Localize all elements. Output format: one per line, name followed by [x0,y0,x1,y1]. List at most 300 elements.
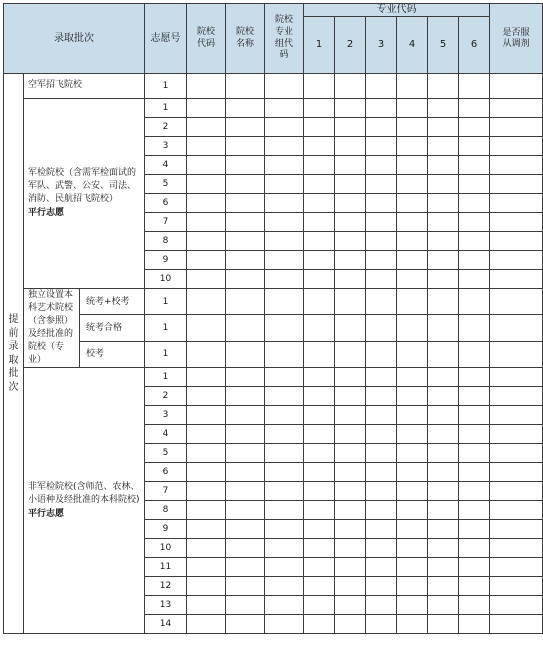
non-military-6-cell-9[interactable] [459,463,490,482]
non-military-13-cell-9[interactable] [459,596,490,615]
non-military-7-cell-8[interactable] [428,482,459,501]
military-8-cell-7[interactable] [397,232,428,251]
non-military-2-cell-4[interactable] [304,387,335,406]
military-5-cell-7[interactable] [397,175,428,194]
military-8-cell-3[interactable] [265,232,304,251]
art-1-cell-6[interactable] [366,289,397,315]
military-10-cell-4[interactable] [304,270,335,289]
military-1-cell-10[interactable] [490,99,543,118]
military-3-cell-9[interactable] [459,137,490,156]
non-military-6-cell-7[interactable] [397,463,428,482]
non-military-14-cell-5[interactable] [335,615,366,634]
air-force-cell-5[interactable] [335,74,366,99]
wish-number: 10 [145,539,187,558]
military-5-cell-5[interactable] [335,175,366,194]
non-military-8-cell-6[interactable] [366,501,397,520]
military-3-cell-10[interactable] [490,137,543,156]
non-military-6-cell-5[interactable] [335,463,366,482]
military-6-cell-1[interactable] [187,194,226,213]
art-group: 独立设置本科艺术院校（含参照）及经批准的院校（专业） [24,289,80,368]
non-military-1-cell-6[interactable] [366,368,397,387]
non-military-2-cell-1[interactable] [187,387,226,406]
art-3-cell-8[interactable] [428,341,459,367]
military-10-cell-9[interactable] [459,270,490,289]
military-7-cell-4[interactable] [304,213,335,232]
military-9-cell-2[interactable] [226,251,265,270]
military-3-cell-4[interactable] [304,137,335,156]
military-4-cell-5[interactable] [335,156,366,175]
wish-number: 4 [145,156,187,175]
military-6-cell-10[interactable] [490,194,543,213]
non-military-11-cell-7[interactable] [397,558,428,577]
military-9-cell-7[interactable] [397,251,428,270]
non-military-7-cell-4[interactable] [304,482,335,501]
art-3-cell-1[interactable] [187,341,226,367]
non-military-7-cell-5[interactable] [335,482,366,501]
military-8-cell-2[interactable] [226,232,265,251]
non-military-10-cell-2[interactable] [226,539,265,558]
military-5-cell-4[interactable] [304,175,335,194]
military-7-cell-6[interactable] [366,213,397,232]
military-1-cell-2[interactable] [226,99,265,118]
non-military-3-cell-5[interactable] [335,406,366,425]
non-military-3-cell-7[interactable] [397,406,428,425]
military-10-cell-8[interactable] [428,270,459,289]
non-military-2-cell-8[interactable] [428,387,459,406]
air-force-cell-7[interactable] [397,74,428,99]
military-7-cell-3[interactable] [265,213,304,232]
non-military-13-cell-2[interactable] [226,596,265,615]
non-military-14-cell-8[interactable] [428,615,459,634]
non-military-11-cell-4[interactable] [304,558,335,577]
header-batch: 录取批次 [4,4,145,74]
non-military-12-cell-7[interactable] [397,577,428,596]
military-2-cell-10[interactable] [490,118,543,137]
non-military-4-cell-6[interactable] [366,425,397,444]
military-2-cell-6[interactable] [366,118,397,137]
art-1-cell-5[interactable] [335,289,366,315]
military-5-cell-2[interactable] [226,175,265,194]
military-4-cell-2[interactable] [226,156,265,175]
military-2-cell-8[interactable] [428,118,459,137]
non-military-5-cell-5[interactable] [335,444,366,463]
military-3-cell-2[interactable] [226,137,265,156]
non-military-9-cell-10[interactable] [490,520,543,539]
non-military-1-cell-10[interactable] [490,368,543,387]
non-military-14-cell-1[interactable] [187,615,226,634]
major-col-5: 5 [428,17,459,74]
military-10-cell-1[interactable] [187,270,226,289]
non-military-12-cell-2[interactable] [226,577,265,596]
art-2-cell-6[interactable] [366,315,397,341]
non-military-5-cell-3[interactable] [265,444,304,463]
art-1-cell-1[interactable] [187,289,226,315]
non-military-10-cell-4[interactable] [304,539,335,558]
military-5-cell-1[interactable] [187,175,226,194]
non-military-2-cell-3[interactable] [265,387,304,406]
military-10-cell-2[interactable] [226,270,265,289]
non-military-11-cell-1[interactable] [187,558,226,577]
military-6-cell-5[interactable] [335,194,366,213]
non-military-10-cell-10[interactable] [490,539,543,558]
military-6-cell-3[interactable] [265,194,304,213]
military-2-cell-1[interactable] [187,118,226,137]
non-military-8-cell-10[interactable] [490,501,543,520]
military-9-cell-4[interactable] [304,251,335,270]
military-8-cell-1[interactable] [187,232,226,251]
non-military-3-cell-10[interactable] [490,406,543,425]
non-military-14-cell-6[interactable] [366,615,397,634]
non-military-7-cell-10[interactable] [490,482,543,501]
non-military-8-cell-4[interactable] [304,501,335,520]
non-military-5-cell-4[interactable] [304,444,335,463]
military-10-cell-10[interactable] [490,270,543,289]
non-military-sub: 平行志愿 [28,508,65,519]
non-military-12-cell-3[interactable] [265,577,304,596]
non-military-12-cell-1[interactable] [187,577,226,596]
non-military-3-cell-6[interactable] [366,406,397,425]
art-3-cell-5[interactable] [335,341,366,367]
art-3-cell-10[interactable] [490,341,543,367]
military-7-cell-10[interactable] [490,213,543,232]
military-6-cell-4[interactable] [304,194,335,213]
air-force-cell-2[interactable] [226,74,265,99]
military-6-cell-7[interactable] [397,194,428,213]
non-military-4-cell-2[interactable] [226,425,265,444]
military-1-cell-4[interactable] [304,99,335,118]
non-military-9-cell-8[interactable] [428,520,459,539]
art-1-cell-3[interactable] [265,289,304,315]
non-military-4-cell-7[interactable] [397,425,428,444]
non-military-5-cell-6[interactable] [366,444,397,463]
wish-number: 9 [145,251,187,270]
art-1-cell-7[interactable] [397,289,428,315]
military-10-cell-5[interactable] [335,270,366,289]
art-3-cell-7[interactable] [397,341,428,367]
non-military-7-cell-2[interactable] [226,482,265,501]
military-8-cell-6[interactable] [366,232,397,251]
batch-label [4,74,24,634]
military-1-cell-3[interactable] [265,99,304,118]
non-military-4-cell-1[interactable] [187,425,226,444]
military-6-cell-2[interactable] [226,194,265,213]
military-7-cell-2[interactable] [226,213,265,232]
non-military-4-cell-10[interactable] [490,425,543,444]
non-military-11-cell-3[interactable] [265,558,304,577]
art-1-cell-9[interactable] [459,289,490,315]
art-3-cell-3[interactable] [265,341,304,367]
military-7-cell-7[interactable] [397,213,428,232]
military-9-cell-8[interactable] [428,251,459,270]
military-3-cell-3[interactable] [265,137,304,156]
non-military-3-cell-8[interactable] [428,406,459,425]
non-military-6-cell-1[interactable] [187,463,226,482]
non-military-11-cell-2[interactable] [226,558,265,577]
military-1-cell-6[interactable] [366,99,397,118]
non-military-9-cell-4[interactable] [304,520,335,539]
non-military-5-cell-1[interactable] [187,444,226,463]
non-military-3-cell-9[interactable] [459,406,490,425]
art-2-cell-7[interactable] [397,315,428,341]
military-6-cell-6[interactable] [366,194,397,213]
non-military-13-cell-3[interactable] [265,596,304,615]
military-9-cell-6[interactable] [366,251,397,270]
wish-number: 3 [145,406,187,425]
non-military-label: 非军检院校(含师范、农林、小语种及经批准的本科院校) [28,481,140,505]
non-military-4-cell-9[interactable] [459,425,490,444]
art-3-cell-4[interactable] [304,341,335,367]
non-military-4-cell-3[interactable] [265,425,304,444]
non-military-8-cell-3[interactable] [265,501,304,520]
non-military-7-cell-7[interactable] [397,482,428,501]
art-2-cell-4[interactable] [304,315,335,341]
non-military-7-cell-3[interactable] [265,482,304,501]
military-4-cell-9[interactable] [459,156,490,175]
air-force-cell-3[interactable] [265,74,304,99]
wish-number: 1 [145,368,187,387]
non-military-10-cell-3[interactable] [265,539,304,558]
military-7-cell-5[interactable] [335,213,366,232]
non-military-9-cell-1[interactable] [187,520,226,539]
military-2-cell-9[interactable] [459,118,490,137]
military-5-cell-10[interactable] [490,175,543,194]
military-9-cell-10[interactable] [490,251,543,270]
military-4-cell-10[interactable] [490,156,543,175]
art-3-cell-9[interactable] [459,341,490,367]
military-9-cell-3[interactable] [265,251,304,270]
air-force-cell-10[interactable] [490,74,543,99]
art-2-cell-9[interactable] [459,315,490,341]
non-military-8-cell-5[interactable] [335,501,366,520]
non-military-3-cell-2[interactable] [226,406,265,425]
military-6-cell-8[interactable] [428,194,459,213]
non-military-1-cell-9[interactable] [459,368,490,387]
non-military-4-cell-5[interactable] [335,425,366,444]
non-military-12-cell-5[interactable] [335,577,366,596]
non-military-6-cell-8[interactable] [428,463,459,482]
art-1-cell-2[interactable] [226,289,265,315]
air-force-cell-6[interactable] [366,74,397,99]
non-military-9-cell-5[interactable] [335,520,366,539]
non-military-5-cell-2[interactable] [226,444,265,463]
military-1-cell-1[interactable] [187,99,226,118]
non-military-3-cell-1[interactable] [187,406,226,425]
non-military-9-cell-9[interactable] [459,520,490,539]
art-2-cell-3[interactable] [265,315,304,341]
non-military-12-cell-8[interactable] [428,577,459,596]
military-8-cell-4[interactable] [304,232,335,251]
non-military-5-cell-8[interactable] [428,444,459,463]
non-military-7-cell-9[interactable] [459,482,490,501]
military-4-cell-8[interactable] [428,156,459,175]
non-military-14-cell-10[interactable] [490,615,543,634]
non-military-13-cell-5[interactable] [335,596,366,615]
military-1-cell-5[interactable] [335,99,366,118]
military-10-cell-3[interactable] [265,270,304,289]
non-military-11-cell-6[interactable] [366,558,397,577]
military-4-cell-6[interactable] [366,156,397,175]
non-military-7-cell-6[interactable] [366,482,397,501]
non-military-7-cell-1[interactable] [187,482,226,501]
header-group-code [265,4,304,74]
wish-number: 7 [145,213,187,232]
non-military-6-cell-4[interactable] [304,463,335,482]
non-military-8-cell-2[interactable] [226,501,265,520]
non-military-1-cell-3[interactable] [265,368,304,387]
non-military-12-cell-6[interactable] [366,577,397,596]
art-3-cell-2[interactable] [226,341,265,367]
military-2-cell-7[interactable] [397,118,428,137]
military-10-cell-6[interactable] [366,270,397,289]
air-force-cell-8[interactable] [428,74,459,99]
military-9-cell-9[interactable] [459,251,490,270]
non-military-3-cell-3[interactable] [265,406,304,425]
art-2-cell-2[interactable] [226,315,265,341]
non-military-9-cell-7[interactable] [397,520,428,539]
non-military-8-cell-7[interactable] [397,501,428,520]
military-8-cell-8[interactable] [428,232,459,251]
non-military-13-cell-6[interactable] [366,596,397,615]
military-2-cell-2[interactable] [226,118,265,137]
military-9-cell-5[interactable] [335,251,366,270]
non-military-14-cell-7[interactable] [397,615,428,634]
non-military-10-cell-9[interactable] [459,539,490,558]
non-military-11-cell-10[interactable] [490,558,543,577]
military-8-cell-9[interactable] [459,232,490,251]
non-military-9-cell-6[interactable] [366,520,397,539]
military-5-cell-9[interactable] [459,175,490,194]
art-3-cell-6[interactable] [366,341,397,367]
military-1-cell-7[interactable] [397,99,428,118]
non-military-5-cell-7[interactable] [397,444,428,463]
non-military-14-cell-3[interactable] [265,615,304,634]
military-2-cell-3[interactable] [265,118,304,137]
non-military-10-cell-6[interactable] [366,539,397,558]
non-military-1-cell-4[interactable] [304,368,335,387]
air-force-cell-9[interactable] [459,74,490,99]
military-8-cell-5[interactable] [335,232,366,251]
non-military-2-cell-6[interactable] [366,387,397,406]
non-military-13-cell-7[interactable] [397,596,428,615]
art-option-label: 统考+校考 [80,289,145,315]
non-military-5-cell-10[interactable] [490,444,543,463]
military-4-cell-1[interactable] [187,156,226,175]
non-military-6-cell-6[interactable] [366,463,397,482]
non-military-2-cell-10[interactable] [490,387,543,406]
military-9-cell-1[interactable] [187,251,226,270]
non-military-12-cell-10[interactable] [490,577,543,596]
non-military-11-cell-5[interactable] [335,558,366,577]
non-military-1-cell-8[interactable] [428,368,459,387]
major-col-2: 2 [335,17,366,74]
non-military-11-cell-8[interactable] [428,558,459,577]
non-military-12-cell-4[interactable] [304,577,335,596]
military-1-cell-8[interactable] [428,99,459,118]
military-3-cell-7[interactable] [397,137,428,156]
non-military-6-cell-10[interactable] [490,463,543,482]
military-3-cell-5[interactable] [335,137,366,156]
military-3-cell-6[interactable] [366,137,397,156]
military-5-cell-8[interactable] [428,175,459,194]
non-military-2-cell-7[interactable] [397,387,428,406]
military-6-cell-9[interactable] [459,194,490,213]
header-obey-text: 是否服从调剂 [502,28,530,49]
wish-number: 1 [145,74,187,99]
non-military-10-cell-5[interactable] [335,539,366,558]
art-2-cell-10[interactable] [490,315,543,341]
military-1-cell-9[interactable] [459,99,490,118]
military-3-cell-1[interactable] [187,137,226,156]
non-military-2-cell-9[interactable] [459,387,490,406]
non-military-6-cell-3[interactable] [265,463,304,482]
wish-number: 1 [145,315,187,341]
military-4-cell-7[interactable] [397,156,428,175]
non-military-9-cell-3[interactable] [265,520,304,539]
military-5-cell-3[interactable] [265,175,304,194]
non-military-1-cell-1[interactable] [187,368,226,387]
non-military-10-cell-1[interactable] [187,539,226,558]
non-military-8-cell-1[interactable] [187,501,226,520]
non-military-1-cell-2[interactable] [226,368,265,387]
non-military-14-cell-2[interactable] [226,615,265,634]
non-military-14-cell-4[interactable] [304,615,335,634]
art-2-cell-8[interactable] [428,315,459,341]
non-military-11-cell-9[interactable] [459,558,490,577]
art-2-cell-1[interactable] [187,315,226,341]
air-force-cell-4[interactable] [304,74,335,99]
non-military-8-cell-8[interactable] [428,501,459,520]
military-3-cell-8[interactable] [428,137,459,156]
military-7-cell-8[interactable] [428,213,459,232]
art-1-cell-8[interactable] [428,289,459,315]
non-military-5-cell-9[interactable] [459,444,490,463]
military-10-cell-7[interactable] [397,270,428,289]
military-8-cell-10[interactable] [490,232,543,251]
military-5-cell-6[interactable] [366,175,397,194]
non-military-1-cell-7[interactable] [397,368,428,387]
non-military-4-cell-8[interactable] [428,425,459,444]
art-2-cell-5[interactable] [335,315,366,341]
wish-number: 10 [145,270,187,289]
air-force-cell-1[interactable] [187,74,226,99]
non-military-3-cell-4[interactable] [304,406,335,425]
non-military-13-cell-10[interactable] [490,596,543,615]
military-2-cell-4[interactable] [304,118,335,137]
non-military-12-cell-9[interactable] [459,577,490,596]
military-4-cell-3[interactable] [265,156,304,175]
non-military-8-cell-9[interactable] [459,501,490,520]
non-military-13-cell-4[interactable] [304,596,335,615]
non-military-14-cell-9[interactable] [459,615,490,634]
military-7-cell-9[interactable] [459,213,490,232]
non-military-13-cell-8[interactable] [428,596,459,615]
non-military-9-cell-2[interactable] [226,520,265,539]
military-7-cell-1[interactable] [187,213,226,232]
non-military-2-cell-5[interactable] [335,387,366,406]
non-military-6-cell-2[interactable] [226,463,265,482]
header-wish-no: 志愿号 [145,4,187,74]
non-military-13-cell-1[interactable] [187,596,226,615]
art-1-cell-10[interactable] [490,289,543,315]
non-military-1-cell-5[interactable] [335,368,366,387]
non-military-4-cell-4[interactable] [304,425,335,444]
military-4-cell-4[interactable] [304,156,335,175]
military-2-cell-5[interactable] [335,118,366,137]
art-1-cell-4[interactable] [304,289,335,315]
non-military-10-cell-7[interactable] [397,539,428,558]
non-military-2-cell-2[interactable] [226,387,265,406]
non-military-10-cell-8[interactable] [428,539,459,558]
